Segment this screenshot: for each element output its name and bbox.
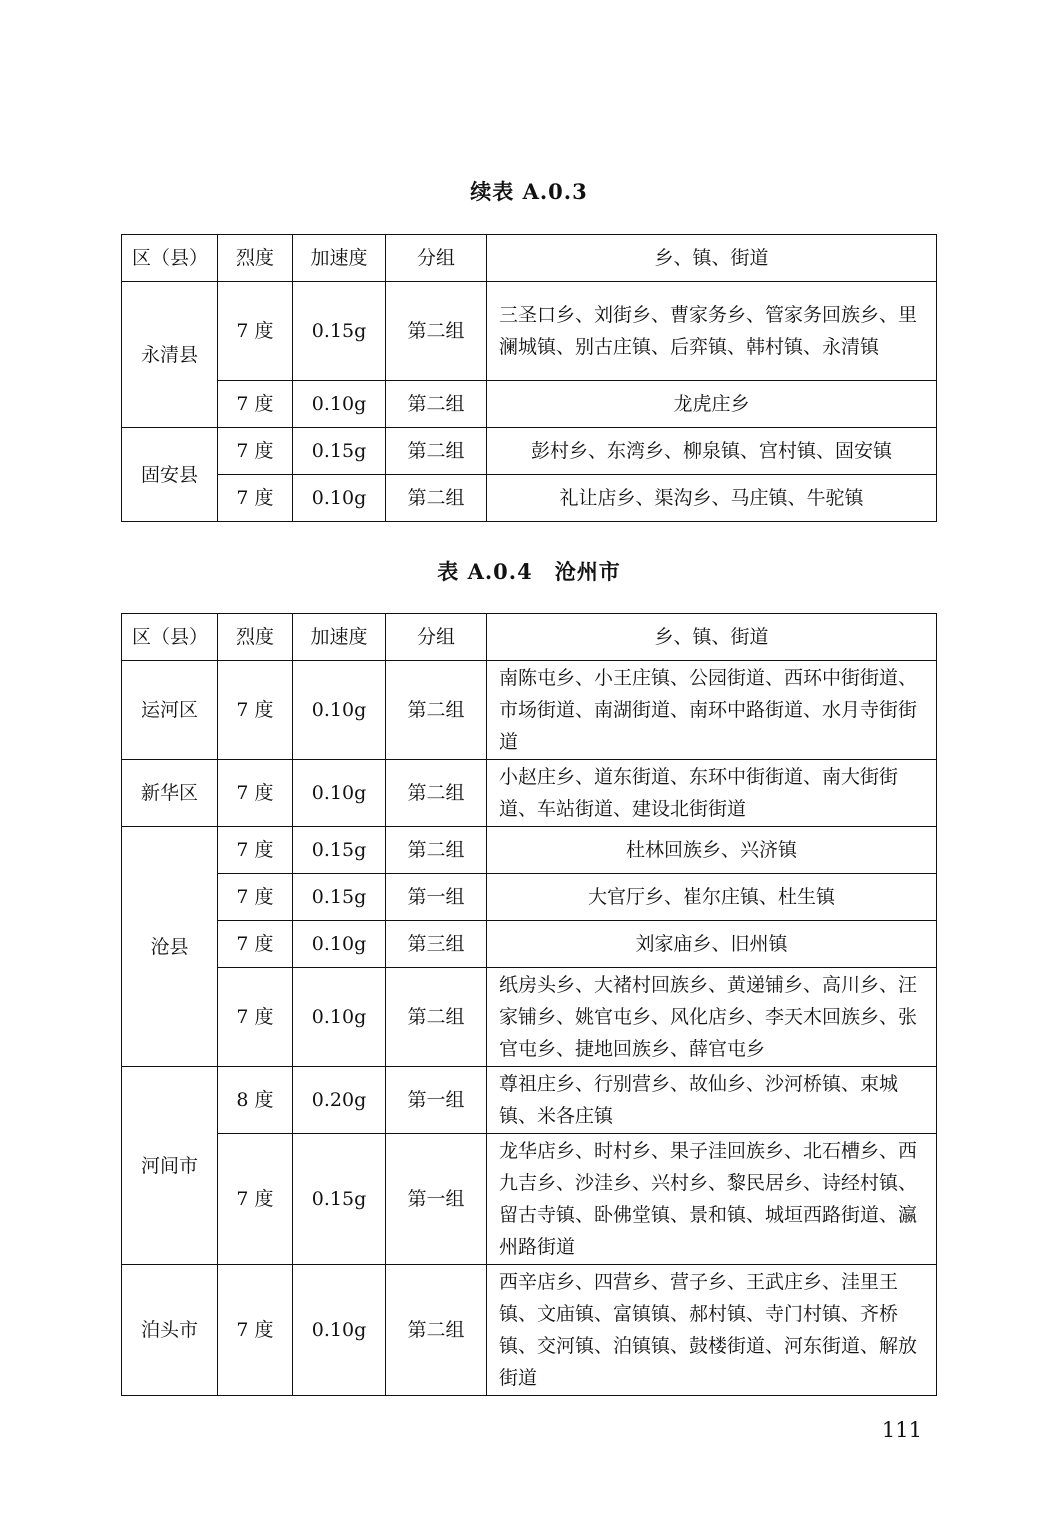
group-cell: 第二组 — [386, 1265, 487, 1396]
intensity-cell: 7 度 — [218, 428, 293, 475]
accel-cell: 0.10g — [293, 760, 386, 827]
group-cell: 第一组 — [386, 1067, 487, 1134]
header-county: 区（县） — [122, 614, 218, 661]
towns-cell: 杜林回族乡、兴济镇 — [487, 827, 937, 874]
intensity-cell: 7 度 — [218, 381, 293, 428]
header-towns: 乡、镇、街道 — [487, 614, 937, 661]
towns-cell: 西辛店乡、四营乡、营子乡、王武庄乡、洼里王镇、文庙镇、富镇镇、郝村镇、寺门村镇、齐桥镇、交河镇、泊镇镇、鼓楼街道、河东街道、解放街道 — [487, 1265, 937, 1396]
towns-cell: 礼让店乡、渠沟乡、马庄镇、牛驼镇 — [487, 475, 937, 522]
group-cell: 第二组 — [386, 968, 487, 1067]
table-row — [122, 1134, 937, 1265]
accel-cell: 0.15g — [293, 282, 386, 381]
accel-cell: 0.10g — [293, 921, 386, 968]
intensity-cell: 7 度 — [218, 827, 293, 874]
towns-cell: 彭村乡、东湾乡、柳泉镇、宫村镇、固安镇 — [487, 428, 937, 475]
header-accel: 加速度 — [293, 235, 386, 282]
table-row — [122, 1265, 937, 1396]
intensity-cell: 7 度 — [218, 760, 293, 827]
table-row — [122, 475, 937, 522]
header-group: 分组 — [386, 614, 487, 661]
table-row — [122, 968, 937, 1067]
header-towns: 乡、镇、街道 — [487, 235, 937, 282]
intensity-cell: 7 度 — [218, 475, 293, 522]
county-cell: 永清县 — [122, 282, 218, 428]
towns-cell: 大官厅乡、崔尔庄镇、杜生镇 — [487, 874, 937, 921]
group-cell: 第一组 — [386, 874, 487, 921]
table-row — [122, 760, 937, 827]
county-cell: 运河区 — [122, 661, 218, 760]
table1-title: 续表 A.0.3 — [470, 179, 588, 204]
towns-cell: 小赵庄乡、道东街道、东环中街街道、南大街街道、车站街道、建设北街街道 — [487, 760, 937, 827]
group-cell: 第二组 — [386, 475, 487, 522]
towns-cell: 龙虎庄乡 — [487, 381, 937, 428]
intensity-cell: 7 度 — [218, 1134, 293, 1265]
accel-cell: 0.20g — [293, 1067, 386, 1134]
county-cell: 固安县 — [122, 428, 218, 522]
county-cell: 河间市 — [122, 1067, 218, 1265]
accel-cell: 0.15g — [293, 827, 386, 874]
group-cell: 第二组 — [386, 661, 487, 760]
accel-cell: 0.10g — [293, 968, 386, 1067]
accel-cell: 0.15g — [293, 428, 386, 475]
table-row — [122, 827, 937, 874]
towns-cell: 三圣口乡、刘街乡、曹家务乡、管家务回族乡、里澜城镇、别古庄镇、后弈镇、韩村镇、永清镇 — [487, 282, 937, 381]
towns-cell: 尊祖庄乡、行别营乡、故仙乡、沙河桥镇、束城镇、米各庄镇 — [487, 1067, 937, 1134]
accel-cell: 0.10g — [293, 381, 386, 428]
table-row — [122, 381, 937, 428]
header-group: 分组 — [386, 235, 487, 282]
county-cell: 新华区 — [122, 760, 218, 827]
table-header-row — [122, 235, 937, 282]
header-intensity: 烈度 — [218, 235, 293, 282]
table-row — [122, 1067, 937, 1134]
intensity-cell: 7 度 — [218, 282, 293, 381]
group-cell: 第一组 — [386, 1134, 487, 1265]
accel-cell: 0.15g — [293, 874, 386, 921]
table-cangzhou — [121, 613, 937, 1396]
intensity-cell: 8 度 — [218, 1067, 293, 1134]
group-cell: 第二组 — [386, 827, 487, 874]
header-intensity: 烈度 — [218, 614, 293, 661]
intensity-cell: 7 度 — [218, 968, 293, 1067]
header-county: 区（县） — [122, 235, 218, 282]
intensity-cell: 7 度 — [218, 661, 293, 760]
table-yongqing-guan — [121, 234, 937, 522]
towns-cell: 刘家庙乡、旧州镇 — [487, 921, 937, 968]
county-cell: 沧县 — [122, 827, 218, 1067]
group-cell: 第二组 — [386, 428, 487, 475]
accel-cell: 0.10g — [293, 475, 386, 522]
intensity-cell: 7 度 — [218, 1265, 293, 1396]
table-row — [122, 428, 937, 475]
county-cell: 泊头市 — [122, 1265, 218, 1396]
group-cell: 第二组 — [386, 282, 487, 381]
accel-cell: 0.10g — [293, 661, 386, 760]
towns-cell: 南陈屯乡、小王庄镇、公园街道、西环中街街道、市场街道、南湖街道、南环中路街道、水月寺街街道 — [487, 661, 937, 760]
towns-cell: 纸房头乡、大褚村回族乡、黄递铺乡、高川乡、汪家铺乡、姚官屯乡、风化店乡、李天木回族乡、张官屯乡、捷地回族乡、薛官屯乡 — [487, 968, 937, 1067]
intensity-cell: 7 度 — [218, 921, 293, 968]
table2-title: 表 A.0.4 沧州市 — [437, 559, 621, 584]
accel-cell: 0.10g — [293, 1265, 386, 1396]
table-header-row — [122, 614, 937, 661]
table-row — [122, 661, 937, 760]
group-cell: 第三组 — [386, 921, 487, 968]
table-row — [122, 874, 937, 921]
table-row — [122, 921, 937, 968]
header-accel: 加速度 — [293, 614, 386, 661]
group-cell: 第二组 — [386, 760, 487, 827]
accel-cell: 0.15g — [293, 1134, 386, 1265]
group-cell: 第二组 — [386, 381, 487, 428]
page-number: 111 — [881, 1418, 922, 1442]
intensity-cell: 7 度 — [218, 874, 293, 921]
towns-cell: 龙华店乡、时村乡、果子洼回族乡、北石槽乡、西九吉乡、沙洼乡、兴村乡、黎民居乡、诗经村镇、留古寺镇、卧佛堂镇、景和镇、城垣西路街道、瀛州路街道 — [487, 1134, 937, 1265]
table-row — [122, 282, 937, 381]
